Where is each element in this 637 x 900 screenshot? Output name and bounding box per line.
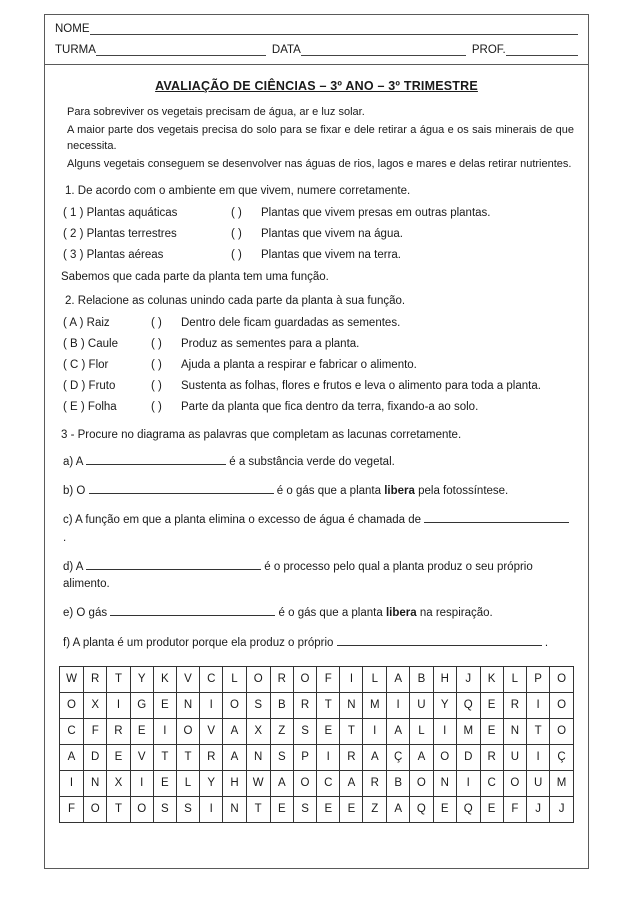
- wordsearch-cell[interactable]: C: [480, 770, 503, 796]
- wordsearch-cell[interactable]: I: [200, 796, 223, 822]
- wordsearch-cell[interactable]: H: [223, 770, 246, 796]
- wordsearch-cell[interactable]: J: [527, 796, 550, 822]
- wordsearch-cell[interactable]: I: [107, 692, 130, 718]
- question-3-item-b: [59, 482, 574, 500]
- wordsearch-cell[interactable]: W: [246, 770, 270, 796]
- wordsearch-cell[interactable]: I: [60, 770, 84, 796]
- wordsearch-cell[interactable]: E: [480, 692, 503, 718]
- q1-item-desc-1: Plantas que vivem presas em outras plantas.: [261, 206, 491, 219]
- wordsearch-cell[interactable]: V: [130, 744, 153, 770]
- question-3-item-f: [59, 634, 574, 652]
- wordsearch-cell[interactable]: A: [387, 796, 410, 822]
- wordsearch-cell[interactable]: O: [246, 666, 270, 692]
- q1-answer-slot-3[interactable]: ( ): [231, 248, 242, 261]
- wordsearch-cell[interactable]: E: [270, 796, 293, 822]
- wordsearch-cell[interactable]: A: [387, 718, 410, 744]
- q2-item-label-5: ( E ) Folha: [63, 400, 117, 413]
- student-header-box: [45, 15, 588, 65]
- wordsearch-cell[interactable]: D: [456, 744, 480, 770]
- wordsearch-cell[interactable]: A: [340, 770, 363, 796]
- wordsearch-cell[interactable]: X: [107, 770, 130, 796]
- wordsearch-cell[interactable]: Y: [130, 666, 153, 692]
- wordsearch-cell[interactable]: R: [107, 718, 130, 744]
- wordsearch-cell[interactable]: F: [84, 718, 107, 744]
- wordsearch-cell[interactable]: V: [200, 718, 223, 744]
- wordsearch-cell[interactable]: R: [200, 744, 223, 770]
- wordsearch-cell[interactable]: O: [293, 770, 316, 796]
- wordsearch-cell[interactable]: C: [60, 718, 84, 744]
- wordsearch-cell[interactable]: K: [480, 666, 503, 692]
- q3d-blank[interactable]: [86, 558, 261, 570]
- q2-answer-slot-2[interactable]: ( ): [151, 337, 162, 350]
- wordsearch-cell[interactable]: T: [107, 796, 130, 822]
- q3e-bold-word: libera: [385, 607, 417, 620]
- wordsearch-cell[interactable]: E: [130, 718, 153, 744]
- q2-item-desc-1: Dentro dele ficam guardadas as sementes.: [181, 316, 401, 329]
- wordsearch-cell[interactable]: I: [317, 744, 340, 770]
- wordsearch-cell[interactable]: L: [503, 666, 526, 692]
- wordsearch-cell[interactable]: I: [340, 666, 363, 692]
- q2-item-label-4: ( D ) Fruto: [63, 379, 116, 392]
- question-1-pairs: [59, 207, 574, 261]
- wordsearch-cell[interactable]: I: [200, 692, 223, 718]
- q2-answer-slot-3[interactable]: ( ): [151, 358, 162, 371]
- wordsearch-cell[interactable]: L: [363, 666, 387, 692]
- wordsearch-cell[interactable]: M: [550, 770, 574, 796]
- wordsearch-cell[interactable]: O: [550, 666, 574, 692]
- wordsearch-cell[interactable]: C: [317, 770, 340, 796]
- q3f-prefix: f) A planta é um produtor porque ela produz o próprio: [63, 636, 334, 649]
- worksheet-body: [45, 65, 588, 833]
- wordsearch-cell[interactable]: C: [200, 666, 223, 692]
- q2-item-desc-2: Produz as sementes para a planta.: [181, 337, 360, 350]
- question-2-text: 2. Relacione as colunas unindo cada parte da planta à sua função.: [65, 294, 406, 307]
- wordsearch-cell[interactable]: Y: [200, 770, 223, 796]
- wordsearch-cell[interactable]: I: [363, 718, 387, 744]
- wordsearch-cell[interactable]: O: [293, 666, 316, 692]
- wordsearch-cell[interactable]: V: [176, 666, 199, 692]
- wordsearch-cell[interactable]: J: [456, 666, 480, 692]
- wordsearch-row: [60, 666, 574, 692]
- wordsearch-row: [60, 692, 574, 718]
- q2-item-label-3: ( C ) Flor: [63, 358, 109, 371]
- wordsearch-cell[interactable]: N: [84, 770, 107, 796]
- wordsearch-cell[interactable]: F: [503, 796, 526, 822]
- wordsearch-cell[interactable]: T: [107, 666, 130, 692]
- wordsearch-cell[interactable]: E: [317, 796, 340, 822]
- q1-item-label-3: ( 3 ) Plantas aéreas: [63, 248, 164, 261]
- wordsearch-cell[interactable]: P: [293, 744, 316, 770]
- wordsearch-cell[interactable]: S: [246, 692, 270, 718]
- wordsearch-cell[interactable]: S: [153, 796, 176, 822]
- q1-item-desc-3: Plantas que vivem na terra.: [261, 248, 401, 261]
- wordsearch-cell[interactable]: H: [433, 666, 456, 692]
- wordsearch-cell[interactable]: T: [153, 744, 176, 770]
- wordsearch-cell[interactable]: S: [270, 744, 293, 770]
- q3f-blank[interactable]: [337, 634, 542, 646]
- wordsearch-cell[interactable]: A: [223, 718, 246, 744]
- q3f-suffix: .: [544, 636, 549, 649]
- q3a-suffix: é a substância verde do vegetal.: [229, 455, 395, 468]
- q3e-prefix: e) O gás: [63, 607, 108, 620]
- question-3-item-e: [59, 604, 574, 622]
- q2-item-label-2: ( B ) Caule: [63, 337, 118, 350]
- wordsearch-cell[interactable]: X: [84, 692, 107, 718]
- wordsearch-cell[interactable]: A: [387, 666, 410, 692]
- q3c-prefix: c) A função em que a planta elimina o excesso de água é chamada de: [63, 514, 422, 527]
- turma-input-line[interactable]: [96, 44, 266, 56]
- wordsearch-cell[interactable]: E: [480, 718, 503, 744]
- wordsearch-cell[interactable]: A: [270, 770, 293, 796]
- nome-row: [55, 23, 578, 35]
- wordsearch-row: [60, 796, 574, 822]
- question-2-pairs: [59, 317, 574, 413]
- q3b-blank[interactable]: [89, 482, 274, 494]
- wordsearch-cell[interactable]: E: [340, 796, 363, 822]
- question-1-row: [63, 249, 574, 261]
- wordsearch-cell[interactable]: R: [340, 744, 363, 770]
- wordsearch-cell[interactable]: T: [527, 718, 550, 744]
- wordsearch-cell[interactable]: O: [176, 718, 199, 744]
- q1-item-label-1: ( 1 ) Plantas aquáticas: [63, 206, 178, 219]
- wordsearch-cell[interactable]: E: [153, 692, 176, 718]
- turma-label: TURMA: [55, 44, 96, 56]
- wordsearch-cell[interactable]: O: [550, 692, 574, 718]
- wordsearch-cell[interactable]: L: [410, 718, 433, 744]
- question-3-item-a: [59, 453, 574, 471]
- wordsearch-cell[interactable]: G: [130, 692, 153, 718]
- wordsearch-cell[interactable]: S: [293, 718, 316, 744]
- wordsearch-cell[interactable]: O: [60, 692, 84, 718]
- q2-item-desc-4: Sustenta as folhas, flores e frutos e leva o alimento para toda a planta.: [181, 379, 541, 392]
- wordsearch-cell[interactable]: A: [410, 744, 433, 770]
- wordsearch-cell[interactable]: O: [84, 796, 107, 822]
- wordsearch-cell[interactable]: Q: [456, 796, 480, 822]
- wordsearch-cell[interactable]: U: [527, 770, 550, 796]
- wordsearch-row: [60, 718, 574, 744]
- q2-item-desc-3: Ajuda a planta a respirar e fabricar o alimento.: [181, 358, 417, 371]
- q2-answer-slot-4[interactable]: ( ): [151, 379, 162, 392]
- wordsearch-cell[interactable]: R: [84, 666, 107, 692]
- wordsearch-cell[interactable]: I: [130, 770, 153, 796]
- wordsearch-cell[interactable]: S: [293, 796, 316, 822]
- wordsearch-cell[interactable]: K: [153, 666, 176, 692]
- wordsearch-cell[interactable]: E: [433, 796, 456, 822]
- question-1-text: 1. De acordo com o ambiente em que vivem, numere corretamente.: [65, 184, 411, 197]
- wordsearch-cell[interactable]: E: [317, 718, 340, 744]
- wordsearch-cell[interactable]: B: [410, 666, 433, 692]
- wordsearch-cell[interactable]: Z: [270, 718, 293, 744]
- question-1-row: [63, 228, 574, 240]
- turma-data-prof-row: [55, 44, 578, 56]
- wordsearch-cell[interactable]: T: [176, 744, 199, 770]
- wordsearch-cell[interactable]: I: [527, 744, 550, 770]
- q2-item-desc-5: Parte da planta que fica dentro da terra, fixando-a ao solo.: [181, 400, 479, 413]
- question-2-row: [63, 359, 574, 371]
- wordsearch-cell[interactable]: T: [317, 692, 340, 718]
- wordsearch-cell[interactable]: O: [503, 770, 526, 796]
- wordsearch-cell[interactable]: N: [246, 744, 270, 770]
- wordsearch-cell[interactable]: E: [480, 796, 503, 822]
- wordsearch-cell[interactable]: E: [107, 744, 130, 770]
- question-2-row: [63, 401, 574, 413]
- wordsearch-cell[interactable]: I: [456, 770, 480, 796]
- wordsearch-cell[interactable]: W: [60, 666, 84, 692]
- page-title: AVALIAÇÃO DE CIÊNCIAS – 3º ANO – 3º TRIMESTRE: [155, 79, 478, 93]
- question-2-row: [63, 380, 574, 392]
- wordsearch-cell[interactable]: F: [317, 666, 340, 692]
- wordsearch-cell[interactable]: S: [176, 796, 199, 822]
- nome-input-line[interactable]: [90, 23, 579, 35]
- q3e-suffix: na respiração.: [419, 607, 493, 620]
- wordsearch-cell[interactable]: A: [223, 744, 246, 770]
- q3a-blank[interactable]: [86, 453, 226, 465]
- q3d-suffix: é o processo pelo qual a planta produz o seu próprio alimento.: [63, 560, 533, 590]
- wordsearch-cell[interactable]: T: [340, 718, 363, 744]
- wordsearch-cell[interactable]: N: [223, 796, 246, 822]
- wordsearch-cell[interactable]: J: [550, 796, 574, 822]
- wordsearch-cell[interactable]: A: [60, 744, 84, 770]
- wordsearch-cell[interactable]: M: [363, 692, 387, 718]
- q1-answer-slot-2[interactable]: ( ): [231, 227, 242, 240]
- q3e-middle: é o gás que a planta: [278, 607, 383, 620]
- wordsearch-cell[interactable]: L: [176, 770, 199, 796]
- wordsearch-cell[interactable]: M: [456, 718, 480, 744]
- q3a-prefix: a) A: [63, 455, 83, 468]
- data-label: DATA: [271, 44, 301, 56]
- wordsearch-cell[interactable]: B: [270, 692, 293, 718]
- wordsearch-cell[interactable]: Y: [433, 692, 456, 718]
- wordsearch-cell[interactable]: R: [270, 666, 293, 692]
- wordsearch-row: [60, 770, 574, 796]
- intro-paragraph-2: A maior parte dos vegetais precisa do solo para se fixar e dele retirar a água e os sais minerais de que necessita.: [67, 123, 574, 152]
- wordsearch-cell[interactable]: I: [527, 692, 550, 718]
- wordsearch-cell[interactable]: Ç: [387, 744, 410, 770]
- q1-item-label-2: ( 2 ) Plantas terrestres: [63, 227, 177, 240]
- function-statement: Sabemos que cada parte da planta tem uma função.: [61, 270, 329, 283]
- wordsearch-cell[interactable]: I: [433, 718, 456, 744]
- question-3-item-c: [59, 511, 574, 547]
- wordsearch-cell[interactable]: N: [340, 692, 363, 718]
- q3b-middle: é o gás que a planta: [276, 485, 382, 497]
- q2-answer-slot-1[interactable]: ( ): [151, 316, 162, 329]
- q3b-prefix: b) O: [63, 485, 86, 497]
- intro-paragraph-3: Alguns vegetais conseguem se desenvolver nas águas de rios, lagos e mares e delas retirar nutrientes.: [67, 157, 572, 170]
- intro-paragraph-1: Para sobreviver os vegetais precisam de água, ar e luz solar.: [67, 106, 365, 118]
- q3c-blank[interactable]: [424, 511, 569, 523]
- wordsearch-cell[interactable]: O: [550, 718, 574, 744]
- worksheet-sheet: [44, 14, 589, 869]
- q3e-blank[interactable]: [110, 604, 275, 616]
- wordsearch-cell[interactable]: R: [480, 744, 503, 770]
- prof-input-line[interactable]: [506, 44, 578, 56]
- wordsearch-cell[interactable]: D: [84, 744, 107, 770]
- question-1-row: [63, 207, 574, 219]
- wordsearch-cell[interactable]: T: [246, 796, 270, 822]
- wordsearch-cell[interactable]: L: [223, 666, 246, 692]
- nome-label: NOME: [55, 23, 90, 35]
- wordsearch-cell[interactable]: F: [60, 796, 84, 822]
- wordsearch-row: [60, 744, 574, 770]
- wordsearch-cell[interactable]: U: [503, 744, 526, 770]
- wordsearch-cell[interactable]: U: [410, 692, 433, 718]
- q2-item-label-1: ( A ) Raiz: [63, 316, 110, 329]
- wordsearch-cell[interactable]: O: [223, 692, 246, 718]
- data-input-line[interactable]: [301, 44, 466, 56]
- q1-answer-slot-1[interactable]: ( ): [231, 206, 242, 219]
- wordsearch-cell[interactable]: P: [527, 666, 550, 692]
- question-2-row: [63, 338, 574, 350]
- prof-label: PROF.: [471, 44, 506, 56]
- wordsearch-cell[interactable]: N: [433, 770, 456, 796]
- wordsearch-cell[interactable]: X: [246, 718, 270, 744]
- wordsearch-cell[interactable]: Ç: [550, 744, 574, 770]
- wordsearch-grid[interactable]: [59, 666, 574, 823]
- question-2-row: [63, 317, 574, 329]
- wordsearch-cell[interactable]: A: [363, 744, 387, 770]
- wordsearch-cell[interactable]: N: [176, 692, 199, 718]
- wordsearch-cell[interactable]: Q: [456, 692, 480, 718]
- q3b-bold-word: libera: [384, 485, 415, 497]
- wordsearch-cell[interactable]: I: [387, 692, 410, 718]
- wordsearch-cell[interactable]: N: [503, 718, 526, 744]
- wordsearch-cell[interactable]: O: [433, 744, 456, 770]
- q3b-suffix: pela fotossíntese.: [418, 485, 509, 497]
- q2-answer-slot-5[interactable]: ( ): [151, 400, 162, 413]
- wordsearch-cell[interactable]: Z: [363, 796, 387, 822]
- q1-item-desc-2: Plantas que vivem na água.: [261, 227, 403, 240]
- wordsearch-cell[interactable]: R: [293, 692, 316, 718]
- wordsearch-cell[interactable]: R: [363, 770, 387, 796]
- wordsearch-cell[interactable]: Q: [410, 796, 433, 822]
- wordsearch-cell[interactable]: O: [410, 770, 433, 796]
- question-3-item-d: [59, 558, 574, 594]
- wordsearch-cell[interactable]: E: [153, 770, 176, 796]
- q3d-prefix: d) A: [63, 560, 83, 573]
- wordsearch-cell[interactable]: R: [503, 692, 526, 718]
- wordsearch-cell[interactable]: O: [130, 796, 153, 822]
- wordsearch-cell[interactable]: B: [387, 770, 410, 796]
- q3c-suffix: .: [63, 531, 67, 544]
- wordsearch-cell[interactable]: I: [153, 718, 176, 744]
- question-3-text: 3 - Procure no diagrama as palavras que completam as lacunas corretamente.: [61, 428, 462, 441]
